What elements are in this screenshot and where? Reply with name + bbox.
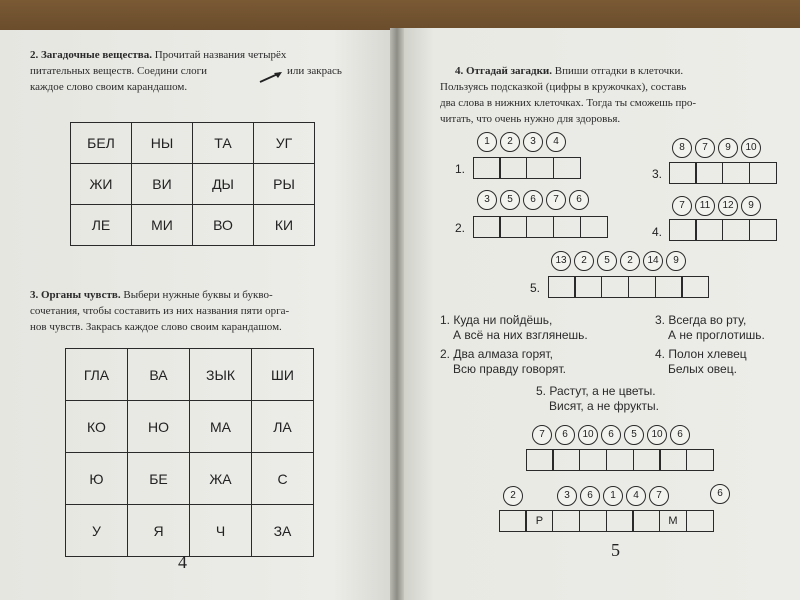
puzzle-5-label: 5. [530, 281, 541, 295]
answer-box[interactable] [686, 449, 714, 471]
riddle-1-line2: А всё на них взглянешь. [453, 328, 588, 342]
answer-1-boxes [527, 449, 714, 471]
table-row [66, 453, 314, 505]
hint-circle: 7 [695, 138, 715, 158]
task3-line1 [30, 288, 273, 302]
answer-box[interactable] [553, 216, 581, 238]
hint-circle: 7 [532, 425, 552, 445]
hint-circle: 10 [578, 425, 598, 445]
hint-circle: 13 [551, 251, 571, 271]
grid-cell[interactable]: МА [190, 401, 252, 453]
riddle-5-line2: Висят, а не фрукты. [549, 399, 659, 413]
grid-cell[interactable]: ШИ [252, 349, 314, 401]
puzzle-1-label: 1. [455, 162, 466, 176]
puzzle-3-label: 3. [652, 167, 663, 181]
answer-box[interactable] [606, 510, 634, 532]
puzzle-4-hints [672, 196, 761, 216]
page-number-left: 4 [178, 552, 187, 572]
hint-circle: 2 [500, 132, 520, 152]
answer-box[interactable] [695, 162, 723, 184]
grid-cell[interactable]: ДЫ [193, 164, 254, 205]
hint-circle: 6 [523, 190, 543, 210]
hint-circle: 4 [546, 132, 566, 152]
puzzle-5-hints [551, 251, 686, 271]
answer-box[interactable] [552, 449, 580, 471]
grid-cell[interactable]: С [252, 453, 314, 505]
hint-circle: 3 [477, 190, 497, 210]
arrow-icon [258, 70, 284, 84]
task2-line1 [30, 48, 286, 62]
task4-line2: Пользуясь подсказкой (цифры в кружочках), составь [440, 81, 687, 93]
hint-circle: 6 [580, 486, 600, 506]
grid-cell[interactable]: ЖИ [71, 164, 132, 205]
syllable-grid-2 [65, 348, 314, 557]
grid-cell[interactable]: ЗА [252, 505, 314, 557]
table-row [71, 123, 315, 164]
answer-box[interactable] [722, 162, 750, 184]
hint-circle: 12 [718, 196, 738, 216]
hint-circle: 3 [557, 486, 577, 506]
grid-cell[interactable]: ВИ [132, 164, 193, 205]
task3-line2: сочетания, чтобы составить из них названия пяти орга- [30, 305, 290, 317]
hint-circle: 7 [672, 196, 692, 216]
answer-box[interactable]: Р [525, 510, 553, 532]
puzzle-2-label: 2. [455, 221, 466, 235]
hint-circle: 14 [643, 251, 663, 271]
riddle-3-line2: А не проглотишь. [668, 328, 765, 342]
puzzle-2-hints [477, 190, 589, 210]
grid-cell[interactable]: Я [128, 505, 190, 557]
grid-cell[interactable]: Ч [190, 505, 252, 557]
grid-cell[interactable]: ЖА [190, 453, 252, 505]
answer-box[interactable] [552, 510, 580, 532]
answer-box[interactable] [669, 219, 697, 241]
hint-circle: 6 [569, 190, 589, 210]
grid-cell[interactable]: НО [128, 401, 190, 453]
task2-text: Прочитай названия четырёх [151, 49, 287, 61]
answer-box[interactable] [553, 157, 581, 179]
task2-line2 [30, 64, 207, 78]
answer-box[interactable] [686, 510, 714, 532]
riddle-1-line1: 1. Куда ни пойдёшь, [440, 313, 553, 327]
book-spine [390, 28, 404, 600]
answer-box[interactable] [655, 276, 683, 298]
grid-cell[interactable]: НЫ [132, 123, 193, 164]
task3-text: Выбери нужные буквы и букво- [120, 289, 273, 301]
hint-circle: 4 [626, 486, 646, 506]
answer-box[interactable] [633, 449, 661, 471]
answer-box[interactable] [632, 510, 660, 532]
task3-title: 3. Органы чувств. [30, 289, 121, 301]
hint-circle: 1 [477, 132, 497, 152]
answer-box[interactable] [749, 162, 777, 184]
grid-cell[interactable]: У [66, 505, 128, 557]
grid-cell[interactable]: ЛА [252, 401, 314, 453]
answer-box[interactable] [548, 276, 576, 298]
answer-box[interactable] [574, 276, 602, 298]
task3-line3: нов чувств. Закрась каждое слово своим карандашом. [30, 321, 282, 333]
task4-line4: читать, что очень нужно для здоровья. [440, 113, 621, 125]
answer-box[interactable] [499, 216, 527, 238]
puzzle-4-boxes [670, 219, 777, 241]
syllable-grid-1 [70, 122, 315, 246]
hint-circle: 2 [574, 251, 594, 271]
answer-box[interactable] [499, 157, 527, 179]
answer-box[interactable] [606, 449, 634, 471]
grid-cell[interactable]: Ю [66, 453, 128, 505]
task2-text-b: или закрась [287, 65, 342, 77]
puzzle-1-hints [477, 132, 566, 152]
table-row [66, 505, 314, 557]
riddle-3-line1: 3. Всегда во рту, [655, 313, 747, 327]
answer-box[interactable] [669, 162, 697, 184]
hint-circle: 9 [741, 196, 761, 216]
puzzle-1-boxes [474, 157, 581, 179]
answer-box[interactable] [628, 276, 656, 298]
grid-cell[interactable]: РЫ [254, 164, 315, 205]
puzzle-3-boxes [670, 162, 777, 184]
grid-cell[interactable]: ВА [128, 349, 190, 401]
task4-text: Впиши отгадки в клеточки. [552, 65, 684, 77]
hint-circle: 1 [603, 486, 623, 506]
riddle-5-line1: 5. Растут, а не цветы. [536, 384, 656, 398]
table-row [71, 205, 315, 246]
answer-box[interactable] [580, 216, 608, 238]
grid-cell[interactable]: МИ [132, 205, 193, 246]
task2-title: 2. Загадочные вещества. [30, 49, 152, 61]
table-row [66, 401, 314, 453]
hint-circle: 5 [500, 190, 520, 210]
hint-circle: 6 [670, 425, 690, 445]
answer-box[interactable] [526, 449, 554, 471]
riddle-2-line2: Всю правду говорят. [453, 362, 566, 376]
task4-line1 [455, 64, 683, 78]
grid-cell[interactable]: ВО [193, 205, 254, 246]
grid-cell[interactable]: КО [66, 401, 128, 453]
puzzle-4-label: 4. [652, 225, 663, 239]
grid-cell[interactable]: УГ [254, 123, 315, 164]
answer-box[interactable] [659, 449, 687, 471]
hint-circle: 2 [620, 251, 640, 271]
answer-box[interactable] [601, 276, 629, 298]
answer-box[interactable] [749, 219, 777, 241]
task4-title: 4. Отгадай загадки. [455, 65, 553, 77]
grid-cell[interactable]: БЕЛ [71, 123, 132, 164]
answer-box[interactable] [526, 157, 554, 179]
hint-circle: 5 [624, 425, 644, 445]
answer-box[interactable] [473, 157, 501, 179]
puzzle-3-hints [672, 138, 761, 158]
answer-1-hints [532, 425, 690, 445]
table-row [71, 164, 315, 205]
answer-box[interactable] [579, 510, 607, 532]
hint-circle: 10 [741, 138, 761, 158]
answer-box[interactable] [681, 276, 709, 298]
hint-circle: 7 [649, 486, 669, 506]
grid-cell[interactable]: ТА [193, 123, 254, 164]
hint-circle: 9 [718, 138, 738, 158]
hint-circle: 7 [546, 190, 566, 210]
grid-cell[interactable]: ЛЕ [71, 205, 132, 246]
puzzle-2-boxes [474, 216, 608, 238]
answer-2-hints-c [710, 484, 730, 504]
riddle-4-line2: Белых овец. [668, 362, 737, 376]
page-number-right: 5 [611, 540, 620, 560]
answer-2-boxes [500, 510, 714, 532]
answer-box[interactable] [695, 219, 723, 241]
grid-cell[interactable]: ГЛА [66, 349, 128, 401]
hint-circle: 10 [647, 425, 667, 445]
task2-line3: каждое слово своим карандашом. [30, 81, 188, 93]
task4-line3: два слова в нижних клеточках. Тогда ты сможешь про- [440, 97, 697, 109]
riddle-4-line1: 4. Полон хлевец [655, 347, 747, 361]
hint-circle: 2 [503, 486, 523, 506]
hint-circle: 6 [601, 425, 621, 445]
answer-box[interactable] [526, 216, 554, 238]
hint-circle: 6 [710, 484, 730, 504]
answer-box[interactable]: М [659, 510, 687, 532]
hint-circle: 9 [666, 251, 686, 271]
riddle-2-line1: 2. Два алмаза горят, [440, 347, 554, 361]
hint-circle: 6 [555, 425, 575, 445]
answer-2-hints-a [503, 486, 523, 506]
answer-2-hints-b [557, 486, 669, 506]
task2-text-a: питательных веществ. Соедини слоги [30, 65, 208, 77]
hint-circle: 3 [523, 132, 543, 152]
grid-cell[interactable]: БЕ [128, 453, 190, 505]
puzzle-5-boxes [549, 276, 709, 298]
hint-circle: 8 [672, 138, 692, 158]
table-row [66, 349, 314, 401]
answer-box[interactable] [722, 219, 750, 241]
hint-circle: 5 [597, 251, 617, 271]
answer-box[interactable] [579, 449, 607, 471]
answer-box[interactable] [473, 216, 501, 238]
answer-box[interactable] [499, 510, 527, 532]
hint-circle: 11 [695, 196, 715, 216]
grid-cell[interactable]: КИ [254, 205, 315, 246]
grid-cell[interactable]: ЗЫК [190, 349, 252, 401]
